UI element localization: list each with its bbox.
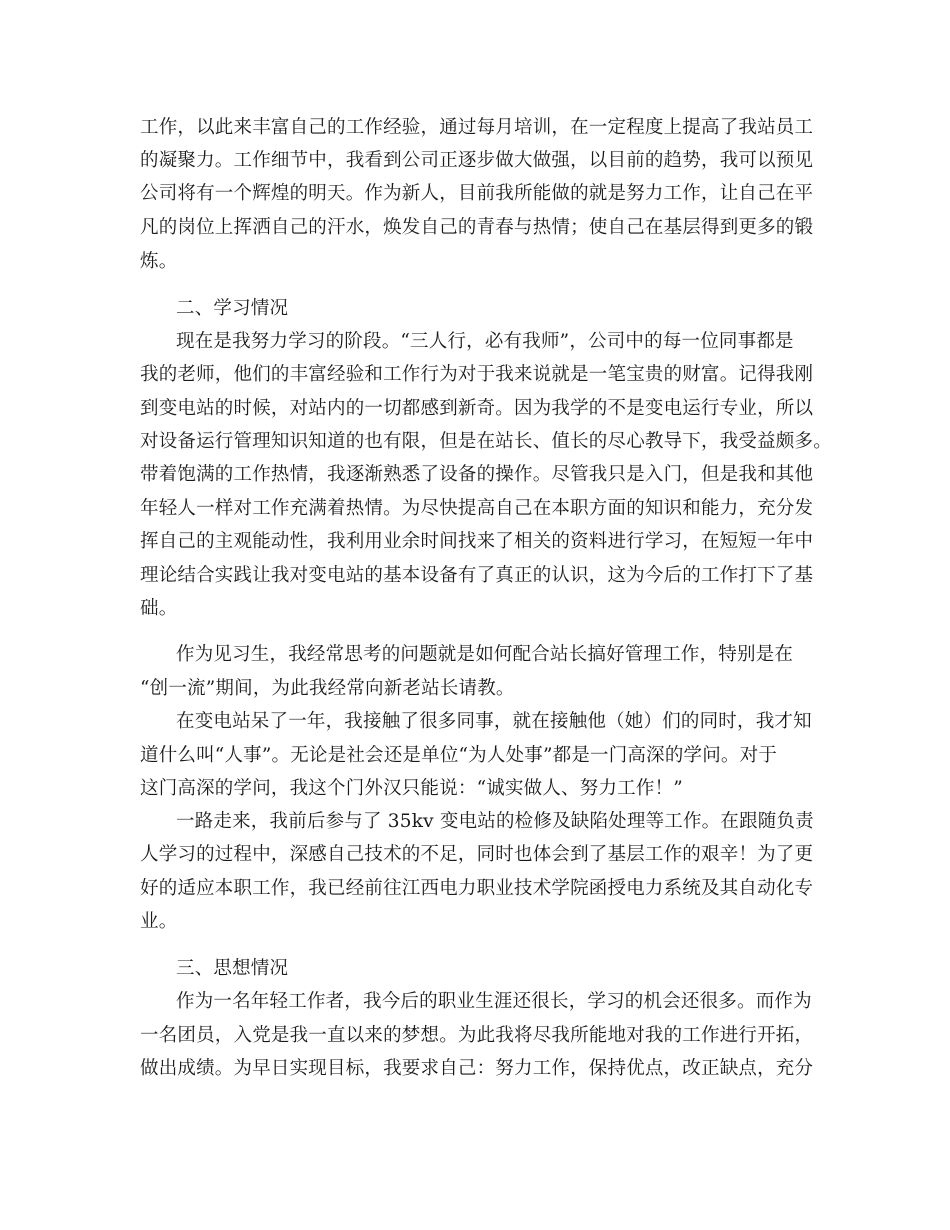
paragraph-line: 工作，以此来丰富自己的工作经验，通过每月培训，在一定程度上提高了我站员工	[140, 117, 814, 138]
paragraph-line: 我的老师，他们的丰富经验和工作行为对于我来说就是一笔宝贵的财富。记得我刚	[140, 364, 814, 385]
paragraph-line: 年轻人一样对工作充满着热情。为尽快提高自己在本职方面的知识和能力，充分发	[140, 498, 814, 519]
section-heading: 二、学习情况	[176, 298, 289, 319]
paragraph-line: 炼。	[140, 251, 178, 272]
paragraph-line: “创一流”期间，为此我经常向新老站长请教。	[140, 678, 515, 699]
paragraph-line: 对设备运行管理知识知道的也有限，但是在站长、值长的尽心教导下，我受益颇多。	[140, 431, 832, 452]
paragraph-line: 现在是我努力学习的阶段。“三人行，必有我师”，公司中的每一位同事都是	[176, 331, 794, 352]
paragraph-line: 凡的岗位上挥洒自己的汗水，焕发自己的青春与热情；使自己在基层得到更多的锻	[140, 217, 814, 238]
paragraph-line: 的凝聚力。工作细节中，我看到公司正逐步做大做强，以目前的趋势，我可以预见	[140, 150, 814, 171]
paragraph-line: 人学习的过程中，深感自己技术的不足，同时也体会到了基层工作的艰辛！为了更	[140, 844, 814, 865]
paragraph-line: 作为见习生，我经常思考的问题就是如何配合站长搞好管理工作，特别是在	[176, 644, 794, 665]
paragraph-line: 好的适应本职工作，我已经前往江西电力职业技术学院函授电力系统及其自动化专	[140, 878, 814, 899]
paragraph-line: 公司将有一个辉煌的明天。作为新人，目前我所能做的就是努力工作，让自己在平	[140, 183, 814, 204]
paragraph-line: 业。	[140, 911, 178, 932]
paragraph-line: 做出成绩。为早日实现目标，我要求自己：努力工作，保持优点，改正缺点，充分	[140, 1058, 814, 1079]
paragraph-line: 这门高深的学问，我这个门外汉只能说：“诚实做人、努力工作！”	[140, 778, 683, 799]
paragraph-line: 一路走来，我前后参与了 35kv 变电站的检修及缺陷处理等工作。在跟随负责	[176, 811, 814, 832]
paragraph-line: 到变电站的时候，对站内的一切都感到新奇。因为我学的不是变电运行专业，所以	[140, 398, 814, 419]
paragraph-line: 础。	[140, 598, 178, 619]
paragraph-line: 道什么叫“人事”。无论是社会还是单位“为人处事”都是一门高深的学问。对于	[140, 745, 778, 766]
paragraph-line: 在变电站呆了一年，我接触了很多同事，就在接触他（她）们的同时，我才知	[176, 711, 812, 732]
paragraph-line: 理论结合实践让我对变电站的基本设备有了真正的认识，这为今后的工作打下了基	[140, 565, 814, 586]
paragraph-line: 作为一名年轻工作者，我今后的职业生涯还很长，学习的机会还很多。而作为	[176, 991, 812, 1012]
section-heading: 三、思想情况	[176, 958, 289, 979]
paragraph-line: 挥自己的主观能动性，我利用业余时间找来了相关的资料进行学习，在短短一年中	[140, 531, 814, 552]
paragraph-line: 带着饱满的工作热情，我逐渐熟悉了设备的操作。尽管我只是入门，但是我和其他	[140, 464, 814, 485]
paragraph-line: 一名团员，入党是我一直以来的梦想。为此我将尽我所能地对我的工作进行开拓，	[140, 1025, 814, 1046]
